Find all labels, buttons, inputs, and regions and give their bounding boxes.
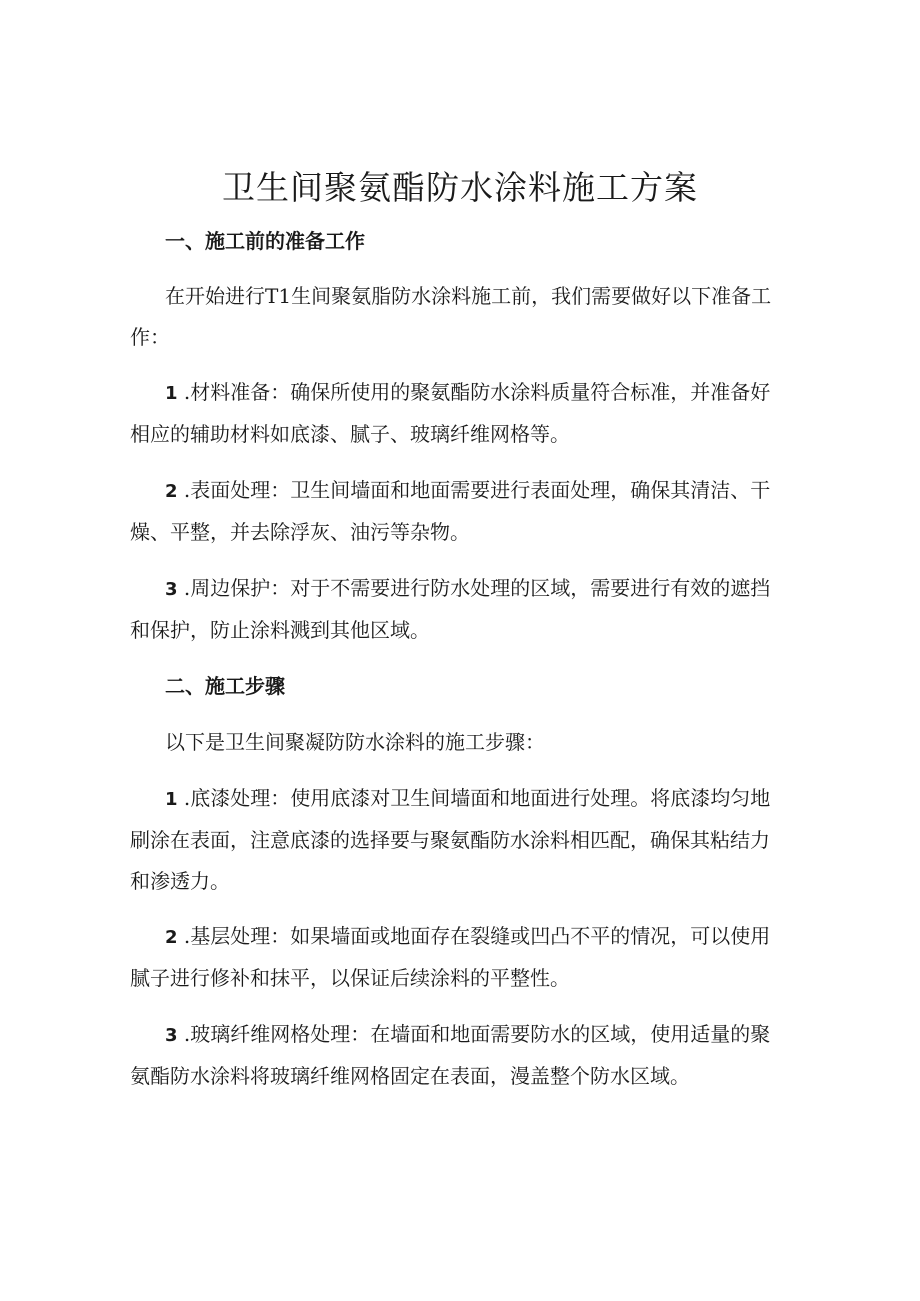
paragraph-line: 作： [130, 325, 170, 349]
paragraph-line [130, 1014, 790, 1056]
section-intro-steps [130, 722, 790, 763]
item-text: .底漆处理：使用底漆对卫生间墙面和地面进行处理。将底漆均匀地 [183, 786, 771, 810]
item-number: 3 [165, 579, 178, 600]
item-text: .材料准备：确保所使用的聚氨酯防水涂料质量符合标准，并准备好 [183, 380, 771, 404]
paragraph-line: 刷涂在表面，注意底漆的选择要与聚氨酯防水涂料相匹配，确保其粘结力 [130, 828, 770, 852]
item-number: 1 [165, 383, 178, 404]
paragraph-line: 和渗透力。 [130, 869, 230, 893]
paragraph-line: 腻子进行修补和抹平，以保证后续涂料的平整性。 [130, 966, 570, 990]
list-item-protection [130, 568, 790, 651]
paragraph-line: 和保护，防止涂料溅到其他区域。 [130, 618, 430, 642]
document-title: 卫生间聚氨酯防水涂料施工方案 [222, 168, 698, 207]
paragraph-line [130, 470, 790, 512]
paragraph-line: 氨酯防水涂料将玻璃纤维网格固定在表面，漫盖整个防水区域。 [130, 1064, 690, 1088]
list-item-materials [130, 372, 790, 455]
item-text: .表面处理：卫生间墙面和地面需要进行表面处理，确保其清洁、干 [183, 478, 771, 502]
paragraph-line: 在开始进行T1生间聚氨脂防水涂料施工前，我们需要做好以下准备工 [165, 284, 772, 308]
item-text: .玻璃纤维网格处理：在墙面和地面需要防水的区域，使用适量的聚 [183, 1022, 771, 1046]
paragraph-line [130, 916, 790, 958]
list-item-surface [130, 470, 790, 553]
paragraph-line [130, 778, 790, 820]
paragraph-line: 燥、平整，并去除浮灰、油污等杂物。 [130, 520, 470, 544]
item-number: 2 [165, 481, 178, 502]
section-heading-preparation: 一、施工前的准备工作 [165, 229, 365, 253]
paragraph-line: 相应的辅助材料如底漆、腻子、玻璃纤维网格等。 [130, 422, 570, 446]
section-intro-preparation [130, 276, 790, 358]
paragraph-line: 以下是卫生间聚凝防防水涂料的施工步骤： [165, 730, 545, 754]
list-item-fiberglass-mesh [130, 1014, 790, 1097]
item-number: 1 [165, 789, 178, 810]
list-item-base-layer [130, 916, 790, 999]
section-heading-steps: 二、施工步骤 [165, 674, 285, 698]
paragraph-line [130, 568, 790, 610]
item-text: .基层处理：如果墙面或地面存在裂缝或凹凸不平的情况，可以使用 [183, 924, 771, 948]
list-item-primer [130, 778, 790, 902]
item-number: 2 [165, 927, 178, 948]
item-number: 3 [165, 1025, 178, 1046]
item-text: .周边保护：对于不需要进行防水处理的区域，需要进行有效的遮挡 [183, 576, 771, 600]
paragraph-line [130, 372, 790, 414]
